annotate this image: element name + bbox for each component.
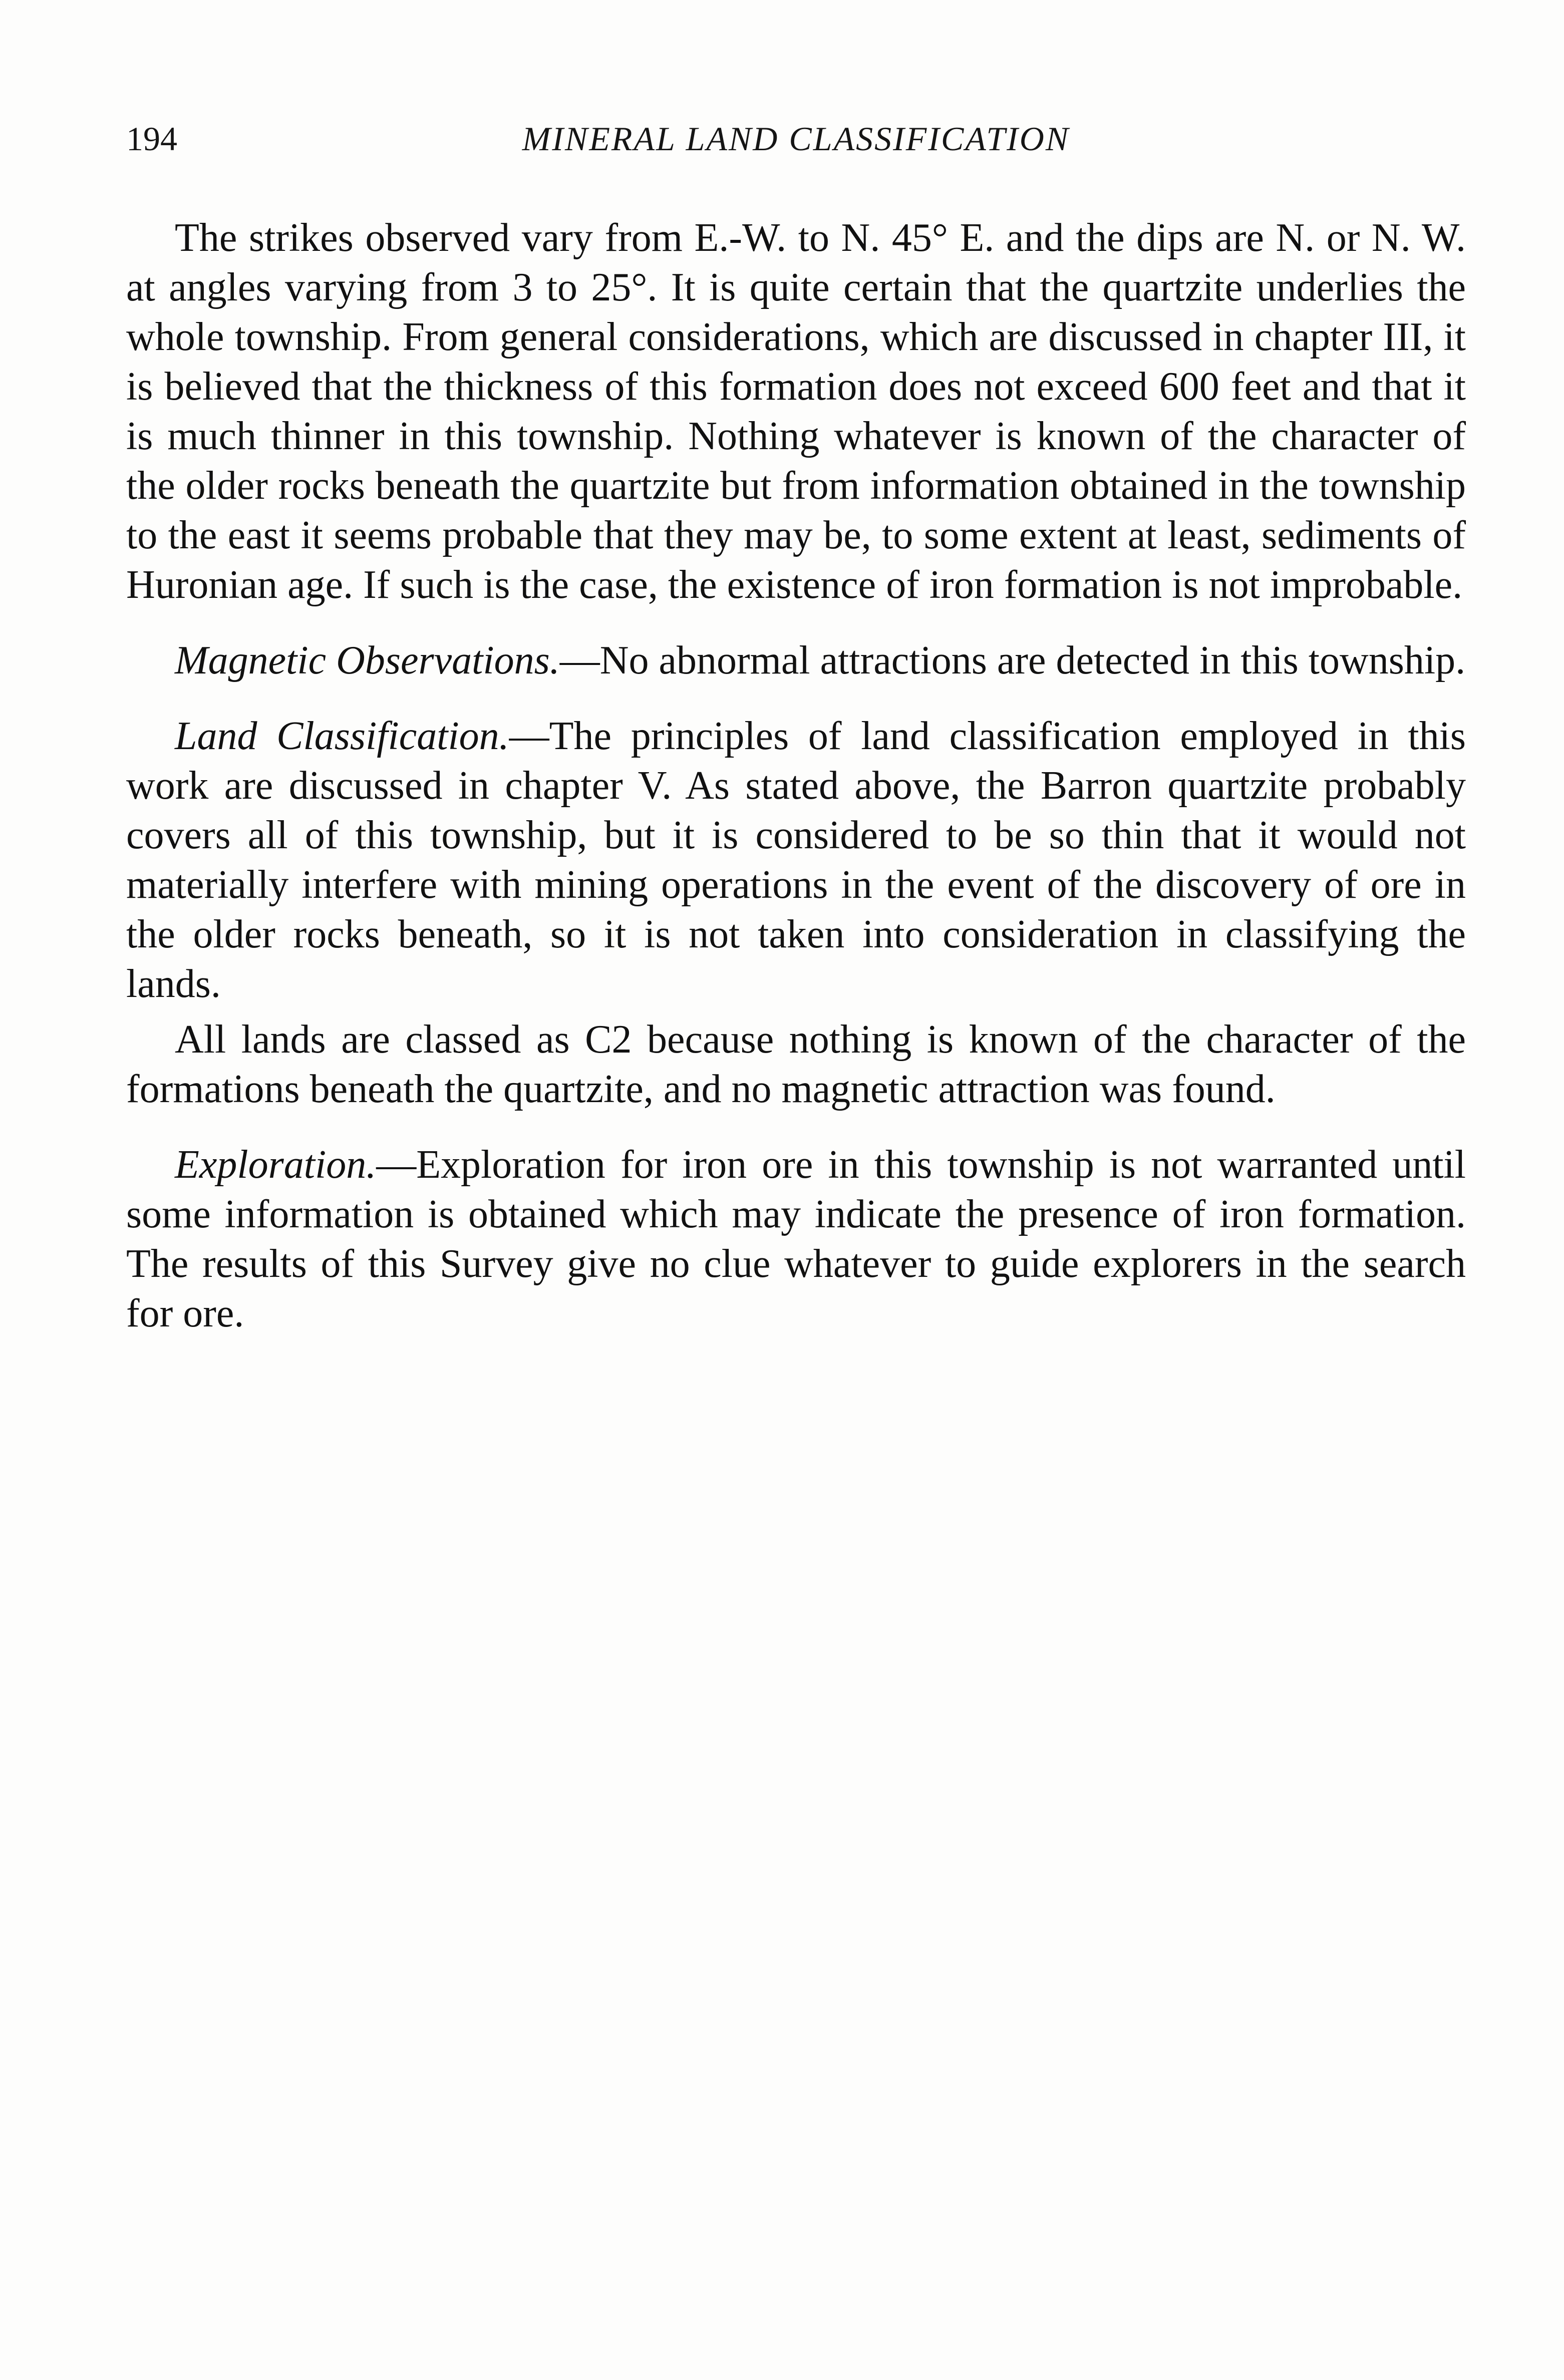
paragraph-magnetic-observations (126, 636, 1466, 686)
paragraph-strikes: The strikes observed vary from E.-W. to N. 45° E. and the dips are N. or N. W. at angles varying from 3 to 25°. It is quite certain that the quartzite underlies the whole township. From general considerations, which are discussed in chapter III, it is believed that the thickness of this formation does not exceed 600 feet and that it is much thinner in this township. Nothing whatever is known of the character of the older rocks beneath the quartzite but from information obtained in the township to the east it seems probable that they may be, to some extent at least, sediments of Huronian age. If such is the case, the existence of iron formation is not improbable. (126, 216, 1466, 607)
paragraph-land-classification (126, 712, 1466, 1009)
heading-exploration: Exploration. (175, 1143, 377, 1187)
paragraph-exploration (126, 1140, 1466, 1338)
page-header (126, 119, 1466, 169)
text-magnetic-observations: —No abnormal attractions are detected in this township. (559, 638, 1466, 683)
page-number: 194 (126, 120, 177, 158)
running-title: MINERAL LAND CLASSIFICATION (522, 120, 1070, 158)
heading-land-classification: Land Classification. (175, 714, 509, 758)
text-exploration: —Exploration for iron ore in this township is not warranted until some information is obtained which may indicate the presence of iron formation. The results of this Survey give no clue whatever to guide explorers in the search for ore. (126, 1143, 1466, 1335)
body-text (126, 213, 1466, 1338)
text-land-classification: —The principles of land classification employed in this work are discussed in chapter V. As stated above, the Barron quartzite probably covers all of this township, but it is considered to be so thin that it would not materially interfere with mining operations in the event of the discovery of ore in the older rocks beneath, so it is not taken into consideration in classifying the lands. (126, 714, 1466, 1006)
heading-magnetic-observations: Magnetic Observations. (175, 638, 560, 683)
paragraph-all-lands: All lands are classed as C2 because nothing is known of the character of the formations beneath the quartzite, and no magnetic attraction was found. (126, 1017, 1466, 1111)
